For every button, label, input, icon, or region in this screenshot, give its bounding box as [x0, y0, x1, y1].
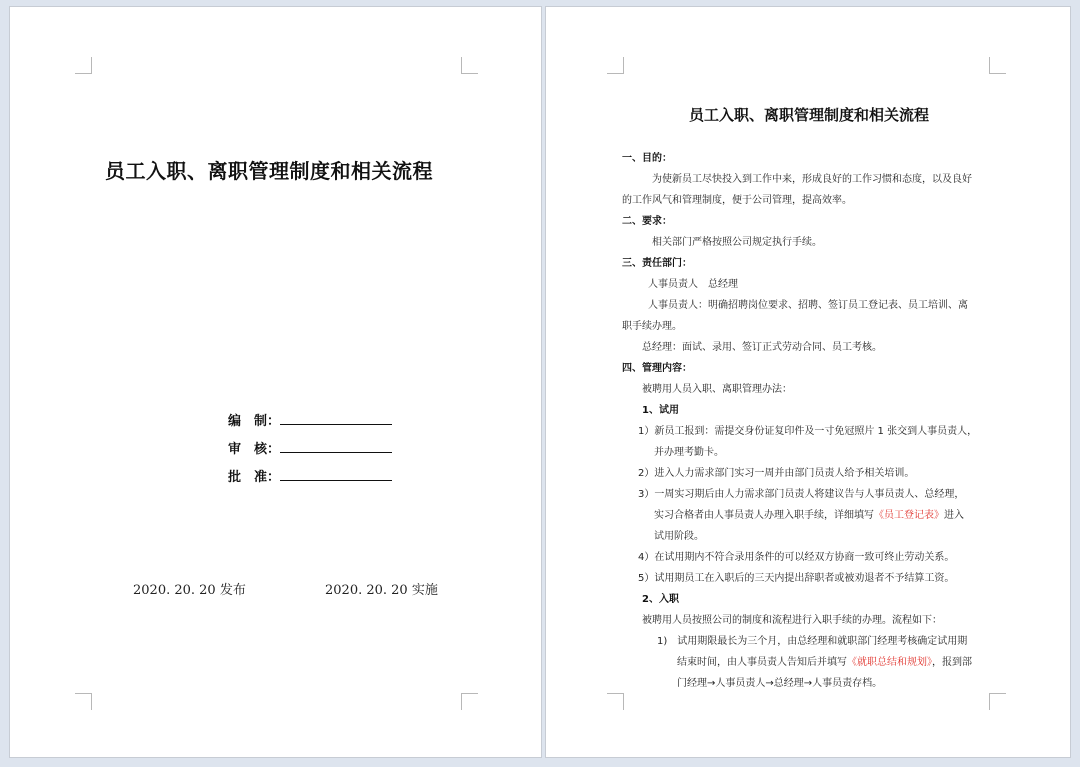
margin-corner-mark [607, 693, 624, 710]
paragraph-line: 被聘用人员按照公司的制度和流程进行入职手续的办理。流程如下： [642, 615, 942, 626]
text-run: 进入 [944, 510, 964, 521]
sign-field-approve [228, 466, 280, 485]
paragraph-line: 职手续办理。 [622, 321, 682, 332]
list-item: 4）在试用期内不符合录用条件的可以经双方协商一致可终止劳动关系。 [638, 552, 955, 563]
subsection-heading-trial: 1、试用 [642, 405, 679, 416]
effective-date: 2020. 20. 20 实施 [325, 583, 438, 598]
paragraph-line: 人事员责人：明确招聘岗位要求、招聘、签订员工登记表、员工培训、离 [648, 300, 968, 311]
sign-field-compile [228, 410, 280, 429]
subsection-heading-entry: 2、入职 [642, 594, 679, 605]
list-item: 2）进入人力需求部门实习一周并由部门员责人给予相关培训。 [638, 468, 915, 479]
signature-line [280, 424, 392, 425]
form-reference-job-summary: 《就职总结和规划》 [847, 657, 932, 668]
document-title: 员工入职、离职管理制度和相关流程 [688, 106, 929, 124]
paragraph-line: 总经理：面试、录用、签订正式劳动合同、员工考核。 [642, 342, 882, 353]
paragraph-line: 相关部门严格按照公司规定执行手续。 [652, 237, 822, 248]
margin-corner-mark [607, 57, 624, 74]
section-heading-purpose: 一、目的： [622, 153, 672, 164]
list-item-continuation: 试用阶段。 [654, 531, 704, 542]
sign-field-review [228, 438, 280, 457]
sign-field-label: 审 核： [228, 442, 281, 457]
margin-corner-mark [75, 57, 92, 74]
signature-line [280, 480, 392, 481]
text-run: 结束时间，由人事员责人告知后并填写 [677, 657, 847, 668]
margin-corner-mark [461, 693, 478, 710]
list-item: 3）一周实习期后由人力需求部门员责人将建议告与人事员责人、总经理， [638, 489, 965, 500]
list-item-continuation [677, 657, 972, 669]
section-heading-requirements: 二、要求： [622, 216, 672, 227]
sign-field-label: 编 制： [228, 414, 281, 429]
section-heading-management: 四、管理内容： [622, 363, 692, 374]
margin-corner-mark [989, 57, 1006, 74]
cover-page [9, 6, 542, 758]
sign-field-label: 批 准： [228, 470, 281, 485]
list-item-continuation [654, 510, 964, 522]
paragraph-line: 被聘用人员入职、离职管理办法： [642, 384, 792, 395]
list-item: 1）新员工报到：需提交身份证复印件及一寸免冠照片 1 张交到人事员责人， [638, 426, 978, 437]
text-run: 实习合格者由人事员责人办理入职手续，详细填写 [654, 510, 874, 521]
section-heading-responsible: 三、责任部门： [622, 258, 692, 269]
form-reference-employee-register: 《员工登记表》 [874, 510, 944, 521]
signature-line [280, 452, 392, 453]
list-item-continuation: 并办理考勤卡。 [654, 447, 724, 458]
paragraph-line: 人事员责人 总经理 [648, 279, 738, 290]
paragraph-line: 为使新员工尽快投入到工作中来，形成良好的工作习惯和态度，以及良好 [652, 174, 972, 185]
content-page [545, 6, 1071, 758]
list-item: 1) 试用期限最长为三个月，由总经理和就职部门经理考核确定试用期 [657, 636, 968, 647]
list-item-continuation: 门经理→人事员责人→总经理→人事员责存档。 [677, 678, 883, 689]
cover-title: 员工入职、离职管理制度和相关流程 [105, 159, 433, 183]
margin-corner-mark [989, 693, 1006, 710]
margin-corner-mark [461, 57, 478, 74]
margin-corner-mark [75, 693, 92, 710]
publish-date: 2020. 20. 20 发布 [133, 583, 246, 598]
text-run: ，报到部 [932, 657, 972, 668]
paragraph-line: 的工作风气和管理制度，便于公司管理，提高效率。 [622, 195, 852, 206]
list-item: 5）试用期员工在入职后的三天内提出辞职者或被劝退者不予结算工资。 [638, 573, 955, 584]
